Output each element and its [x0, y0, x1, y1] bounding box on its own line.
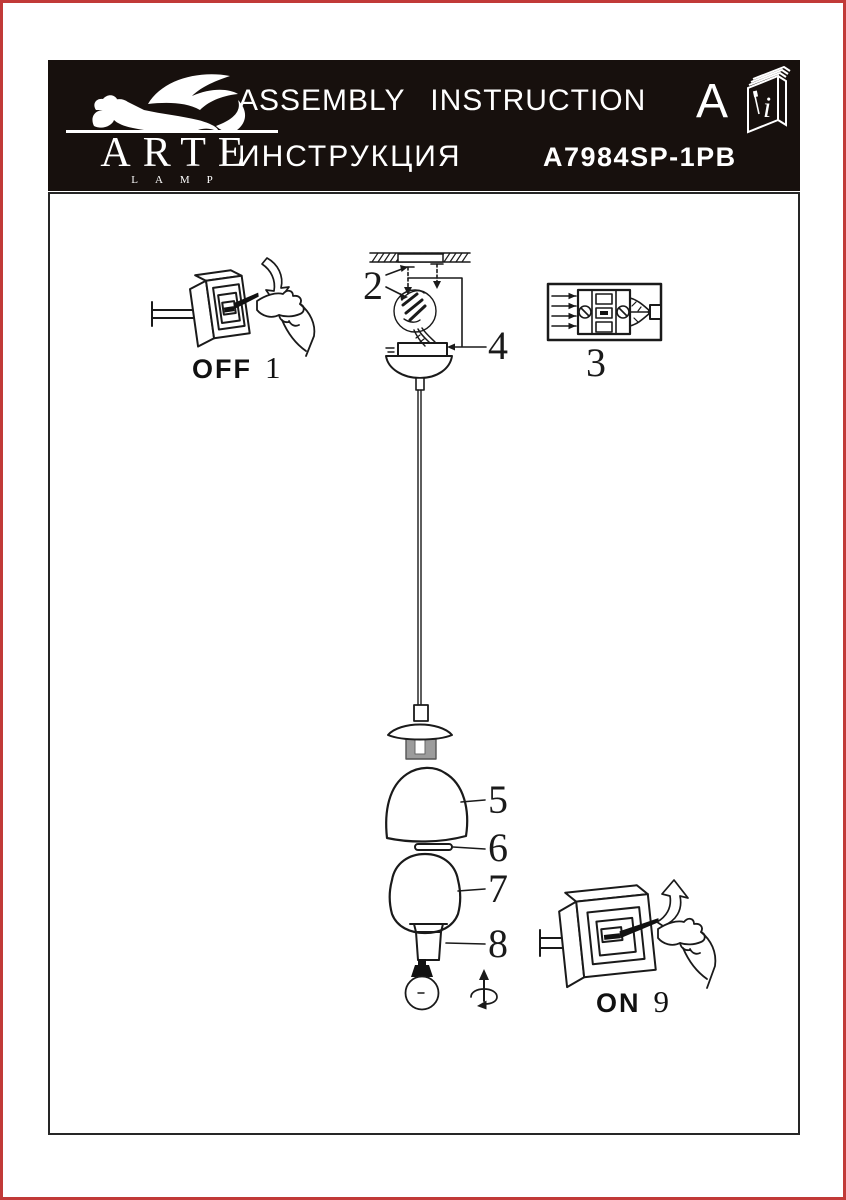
ceiling-hatch	[370, 253, 470, 262]
off-text: OFF	[192, 354, 252, 384]
supply-pipe	[540, 930, 562, 956]
wire-splice-magnifier	[394, 290, 436, 346]
pendant-assembly-diagram	[358, 243, 533, 1023]
wall-switch-icon	[188, 267, 264, 347]
supply-pipe	[152, 302, 193, 326]
step-number-5: 5	[488, 777, 508, 822]
brand-subtitle: LAMP	[131, 174, 230, 186]
shade-dome	[386, 768, 485, 842]
mounting-plate	[386, 343, 447, 356]
pendant-cord	[418, 390, 421, 705]
step-number-6: 6	[488, 825, 508, 870]
terminal-body	[578, 290, 630, 334]
step-number-8: 8	[488, 921, 508, 966]
glass-globe	[390, 854, 485, 933]
brand-name: ARTE	[100, 130, 256, 176]
step-number-1: 1	[265, 350, 281, 385]
instruction-title-ru: ИНСТРУКЦИЯ	[238, 140, 462, 173]
hand-icon	[257, 291, 314, 356]
on-text: ON	[596, 988, 641, 1018]
wall-switch-icon	[557, 883, 664, 987]
retaining-ring	[415, 844, 485, 850]
terminal-block-diagram	[540, 272, 675, 384]
header-bar	[48, 60, 800, 191]
step-number-9: 9	[653, 984, 669, 1019]
assembly-instruction-title: ASSEMBLY INSTRUCTION	[238, 84, 647, 117]
off-step-label	[192, 350, 281, 386]
revision-letter: A	[696, 75, 729, 128]
light-bulb-icon	[406, 959, 439, 1010]
step-number-2: 2	[363, 263, 383, 308]
on-step-label	[596, 984, 669, 1020]
step-number-7: 7	[488, 866, 508, 911]
lamp-holder	[388, 705, 452, 759]
instruction-booklet-icon	[736, 66, 796, 142]
flip-arrow-icon	[657, 880, 688, 926]
step-number-3: 3	[586, 340, 606, 384]
incoming-wires	[552, 293, 576, 329]
rotate-bulb-icon	[471, 969, 497, 1010]
step-number-4: 4	[488, 323, 508, 368]
hand-icon	[658, 919, 715, 988]
mounting-screws	[402, 264, 443, 295]
canopy	[386, 356, 452, 390]
twisted-wires	[630, 298, 661, 326]
model-number: A7984SP-1PB	[543, 142, 737, 172]
booklet-i-letter: i	[762, 91, 772, 124]
screw-arrows	[386, 265, 408, 301]
socket-cup	[410, 924, 485, 960]
